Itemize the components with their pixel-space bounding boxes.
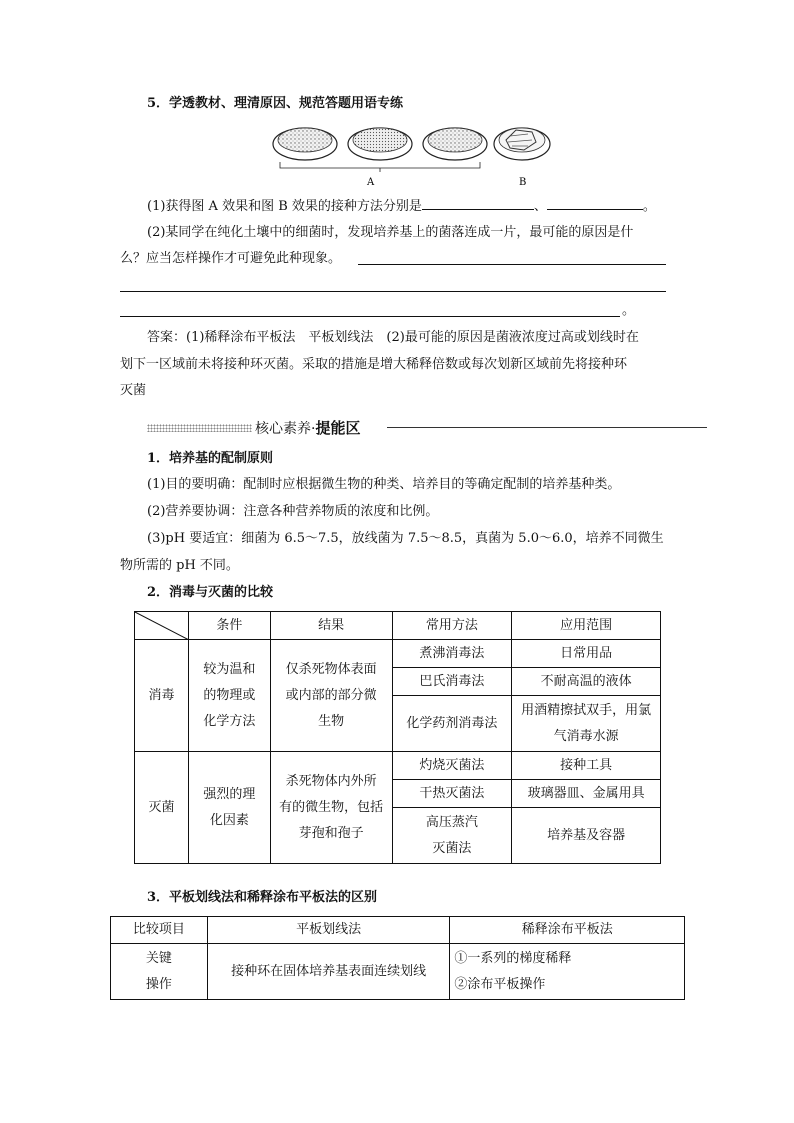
cell-text: 或内部的部分微 (285, 687, 377, 703)
cell-method: 干热灭菌法 (392, 780, 512, 808)
cell-result (270, 640, 392, 752)
row-type-sterilization: 灭菌 (135, 752, 189, 864)
cell-text: 灭菌法 (432, 840, 472, 856)
petri-dish-figure (270, 122, 560, 190)
q5-sub1-end: 。 (642, 199, 656, 214)
cell-method: 煮沸消毒法 (392, 640, 512, 668)
cell-method: 化学药剂消毒法 (392, 696, 512, 752)
table-row (135, 752, 661, 780)
section-divider (387, 427, 707, 428)
cell-text: 用酒精擦拭双手，用氯 (521, 702, 652, 718)
table-row (111, 944, 685, 1000)
table-header-row (135, 612, 661, 640)
header-spread: 稀释涂布平板法 (450, 917, 685, 944)
cell-method: 灼烧灭菌法 (392, 752, 512, 780)
diagonal-header-cell (135, 612, 189, 640)
cell-scope: 不耐高温的液体 (512, 668, 661, 696)
cell-text: 强烈的理 (203, 786, 256, 802)
cell-text: 关键 (145, 950, 172, 966)
q5-sub2-line2: 么？应当怎样操作才可避免此种现象。 (120, 251, 342, 266)
cell-text: ①一系列的梯度稀释 (454, 950, 572, 966)
disinfection-sterilization-table (134, 611, 661, 864)
cell-streak: 接种环在固体培养基表面连续划线 (207, 944, 450, 1000)
dish-a1 (273, 128, 337, 160)
cell-text: 操作 (145, 976, 172, 992)
point1-item3-line1: (3)pH 要适宜：细菌为 6.5～7.5，放线菌为 7.5～8.5，真菌为 5.0～6.0，培养不同微生 (147, 531, 664, 546)
cell-scope: 日常用品 (512, 640, 661, 668)
table-row (135, 640, 661, 668)
header-scope: 应用范围 (512, 612, 661, 640)
cell-text: 化学方法 (203, 713, 256, 729)
header-result: 结果 (270, 612, 392, 640)
section-title (255, 418, 360, 439)
q5-sub2-line1: (2)某同学在纯化土壤中的细菌时，发现培养基上的菌落连成一片，最可能的原因是什 (147, 225, 634, 240)
answer-line-1[interactable] (358, 264, 666, 265)
dish-a3 (423, 128, 487, 160)
q5-sub1 (147, 194, 656, 220)
cell-item (111, 944, 208, 1000)
dish-b (494, 128, 550, 160)
q5-title: 5．学透教材、理清原因、规范答题用语专练 (147, 96, 404, 111)
cell-text: 气消毒水源 (553, 728, 619, 744)
answer-line1: 答案：(1)稀释涂布平板法 平板划线法 (2)最可能的原因是菌液浓度过高或划线时在 (147, 330, 639, 345)
q5-sub1-text: (1)获得图 A 效果和图 B 效果的接种方法分别是 (147, 199, 422, 214)
answer-blank-2[interactable] (547, 195, 643, 210)
cell-scope: 培养基及容器 (512, 808, 661, 864)
q5-sub1-sep: 、 (533, 199, 547, 214)
cell-method (392, 808, 512, 864)
cell-result (270, 752, 392, 864)
section-title-normal: 核心素养· (255, 421, 316, 437)
q5-sub2-end: 。 (622, 303, 636, 318)
cell-condition (188, 640, 270, 752)
streak-vs-spread-table (110, 916, 685, 1000)
section-title-bold: 提能区 (315, 419, 361, 437)
answer-line2: 划下一区域前未将接种环灭菌。采取的措施是增大稀释倍数或每次划新区域前先将接种环 (120, 357, 628, 372)
bracket-a (280, 162, 480, 172)
cell-condition (188, 752, 270, 864)
point1-item1: (1)目的要明确：配制时应根据微生物的种类、培养目的等确定配制的培养基种类。 (147, 477, 621, 492)
cell-text: 生物 (318, 713, 345, 729)
cell-text: 的物理或 (203, 687, 256, 703)
cell-text: 芽孢和孢子 (298, 825, 364, 841)
section-header (147, 418, 707, 438)
header-condition: 条件 (188, 612, 270, 640)
point1-title: 1．培养基的配制原则 (147, 451, 274, 466)
cell-text: 仅杀死物体表面 (285, 661, 377, 677)
cell-text: 化因素 (209, 812, 249, 828)
cell-spread (450, 944, 685, 1000)
answer-line3: 灭菌 (120, 383, 147, 398)
cell-text: 杀死物体内外所 (285, 773, 377, 789)
fig-label-b: B (519, 177, 527, 188)
cell-text: ②涂布平板操作 (454, 976, 546, 992)
cell-scope (512, 696, 661, 752)
cell-text: 较为温和 (203, 661, 256, 677)
point3-title: 3．平板划线法和稀释涂布平板法的区别 (147, 890, 378, 905)
answer-line-2[interactable] (120, 291, 666, 292)
row-type-disinfection: 消毒 (135, 640, 189, 752)
section-dots (147, 424, 252, 432)
diagonal-line (135, 612, 189, 640)
answer-blank-1[interactable] (422, 195, 534, 210)
header-method: 常用方法 (392, 612, 512, 640)
table-header-row (111, 917, 685, 944)
cell-method: 巴氏消毒法 (392, 668, 512, 696)
fig-label-a: A (367, 177, 375, 188)
point1-item2: (2)营养要协调：注意各种营养物质的浓度和比例。 (147, 504, 439, 519)
point2-title: 2．消毒与灭菌的比较 (147, 585, 274, 600)
header-compare-item: 比较项目 (111, 917, 208, 944)
answer-line-3[interactable] (120, 316, 620, 317)
cell-scope: 玻璃器皿、金属用具 (512, 780, 661, 808)
cell-text: 有的微生物，包括 (279, 799, 384, 815)
dish-a2 (348, 128, 412, 160)
point1-item3-line2: 物所需的 pH 不同。 (120, 558, 239, 573)
cell-text: 高压蒸汽 (425, 814, 478, 830)
cell-scope: 接种工具 (512, 752, 661, 780)
header-streak: 平板划线法 (207, 917, 450, 944)
